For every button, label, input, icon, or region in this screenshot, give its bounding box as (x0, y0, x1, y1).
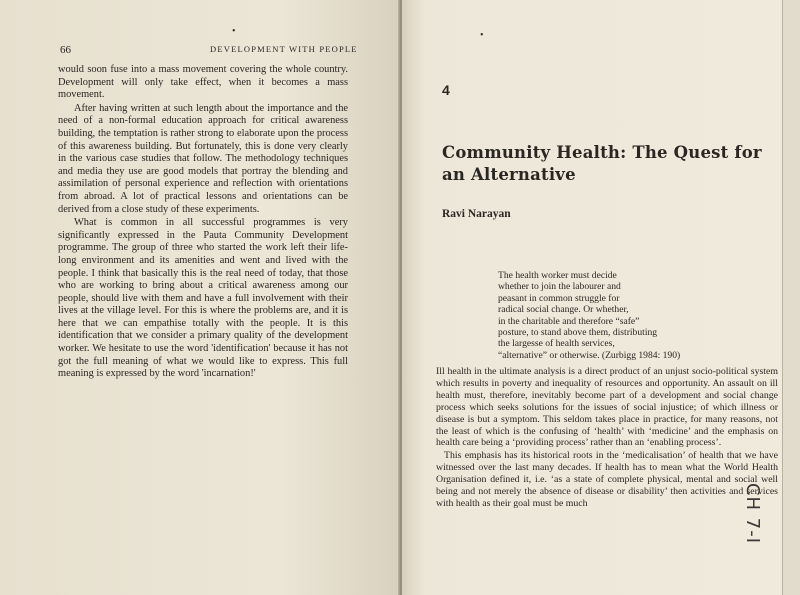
paragraph: would soon fuse into a mass movement covering the whole country. Development will only take effect, when it becomes a mass movement. (58, 64, 348, 101)
binding-mark: • (480, 30, 484, 41)
paragraph: Ill health in the ultimate analysis is a direct product of an unjust socio-political system which results in poverty and inequality of resources and opportunity. An assault on ill health must, therefore, inevitably become part of a development and social change process which seeks solutions for the issues of social injustice; of which illness or disease is but a symptom. This seldom takes place in practice, for many reasons, not the least of which is the confusing of ‘health’ with ‘medicine’ and the emphasis on health care being a ‘providing process’ rather than an ‘enabling process’. (436, 366, 778, 449)
page-number: 66 (60, 44, 71, 56)
chapter-number: 4 (442, 82, 450, 98)
left-body-text (58, 64, 348, 382)
margin-note-text: CH 7-I (742, 482, 764, 544)
running-head: DEVELOPMENT WITH PEOPLE (210, 44, 358, 54)
handwritten-margin-note (738, 478, 768, 548)
chapter-title: Community Health: The Quest for an Alternative (442, 143, 762, 184)
page-edge (782, 0, 800, 595)
paragraph: After having written at such length about the importance and the need of a non-formal education approach for critical awareness building, the temptation is rather strong to elaborate upon the process of this awareness building. But fortunately, this is done very clearly in the various case studies that follow. The methodology techniques and media they use are good models that portray the blending and assimilation of personal experience and reflection with orientations from abroad. A lot of practical lessons and orientations can be derived from a close study of these experiments. (58, 102, 348, 215)
right-page (402, 0, 782, 595)
author-name: Ravi Narayan (442, 208, 511, 220)
binding-mark: • (232, 26, 236, 37)
right-body-text (436, 366, 778, 511)
paragraph: What is common in all successful programmes is very significantly expressed in the Pauta Community Development programme. The group of three who started the work left their life-long environment and its amenities and went and lived with the people. I think that basically this is the real need of today, that those who are working to bring about a critical awareness among our people, should live with them and have a full involvement with their lives at the village level. For this is where the problems are, and it is here that we can empathise totally with the people. It is this identification that we consider a primary quality of the development worker. We hesitate to use the word 'identification' because it has not got the full meaning of what we would like to express. This full meaning is expressed by the word 'incarnation!' (58, 217, 348, 380)
epigraph-quote: The health worker must decide whether to join the labourer and peasant in common struggle for radical social change. Or whether, in the charitable and therefore “safe” posture, to stand above them, distributing the largesse of health services, “alternative” or otherwise. (Zurbigg 1984: 190) (498, 270, 681, 361)
paragraph: This emphasis has its historical roots in the ‘medicalisation’ of health that we have witnessed over the last many decades. If health has to mean what the World Health Organisation defined it, i.e. ‘as a state of complete physical, mental and social well being and not merely the absence of disease or disability’ then activities and services with health as their goal must be much (436, 450, 778, 509)
